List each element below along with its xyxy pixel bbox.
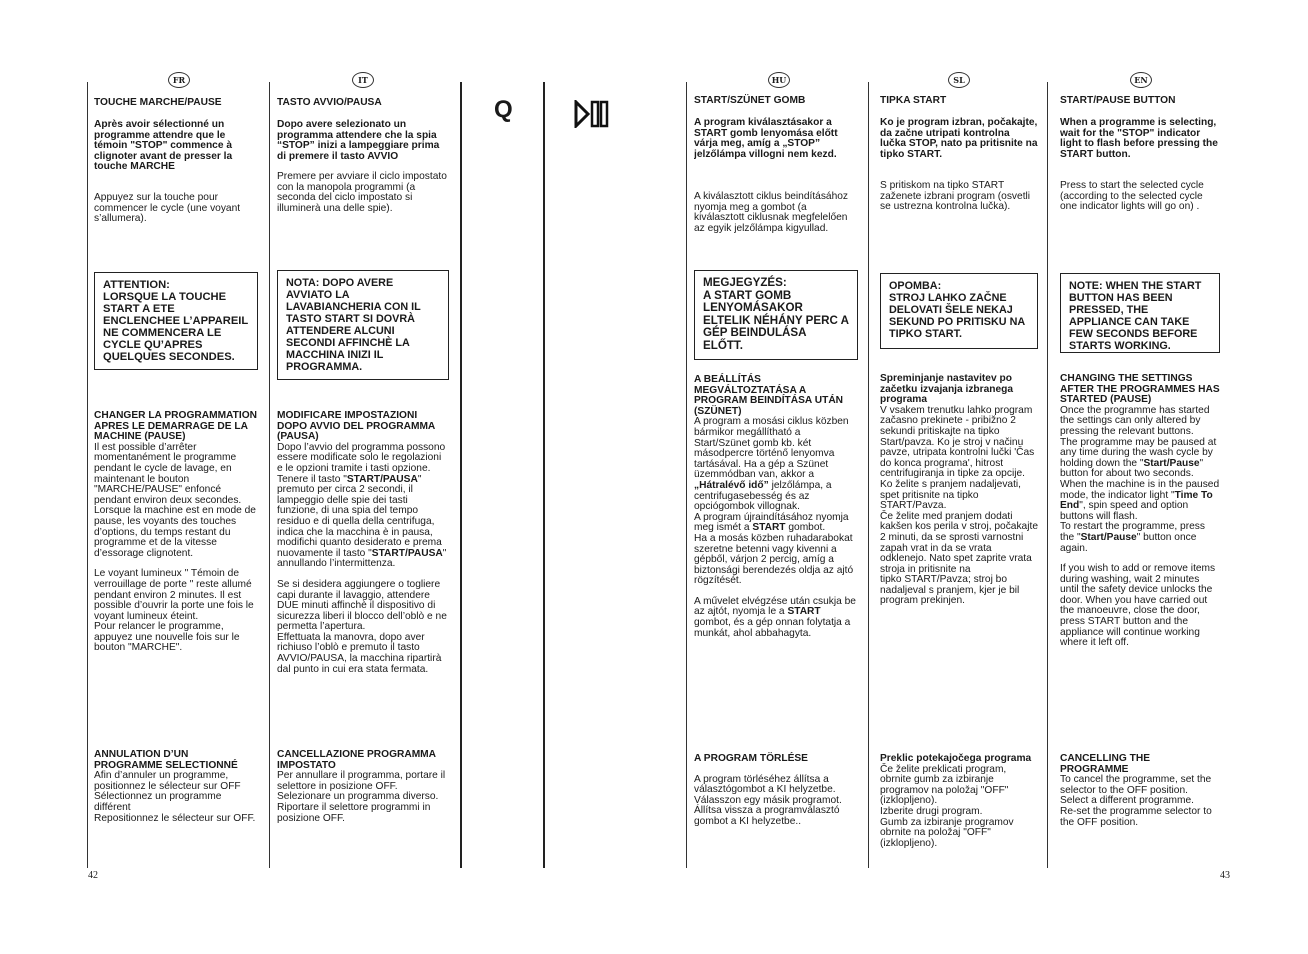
section-title: CHANGING THE SETTINGS AFTER THE PROGRAMMES HAS STARTED (PAUSE) <box>1060 373 1220 406</box>
section-text: Afin d’annuler un programme, positionnez le sélecteur sur OFF Sélectionnez un programme différent Repositionnez le sélecteur sur OFF. <box>94 770 256 824</box>
section-text: S pritiskom na tipko START zaženete izbrani program (osvetli se ustrezna kontrolna lučka). <box>880 180 1031 213</box>
column-divider <box>87 82 88 868</box>
note-box: NOTA: DOPO AVERE AVVIATO LA LAVABIANCHERIA CON IL TASTO START SI DOVRÀ ATTENDERE ALCUNI SECONDI AFFINCHÈ LA MACCHINA INIZI IL PROGRAMMA. <box>277 270 449 380</box>
column-divider <box>269 82 270 868</box>
section-title: START/PAUSE BUTTON <box>1060 95 1176 106</box>
page-number-left: 42 <box>88 870 98 881</box>
language-badge-it: IT <box>352 72 374 88</box>
section-text: Če želite preklicati program, obrnite gumb za izbiranje programov na položaj "OFF" (izklopljeno). Izberite drugi program. Gumb za izbiranje programov obrnite na položaj "OFF" (izklopljeno). <box>880 763 1014 849</box>
section-text: A kiválasztott ciklus beindításához nyomja meg a gombot (a kiválasztott ciklusnak megfelelően az egyik jelzőlámpa kigyullad. <box>694 191 849 234</box>
section-text: Il est possible d’arrêter momentanément le programme pendant le cycle de lavage, en maintenant le bouton "MARCHE/PAUSE" enfoncé pendant environ deux secondes. Lorsque la machine est en mode de pause, les voyants des touches d’options, du temps restant du programme et de la vitesse d’essorage clignotent. <box>94 441 256 559</box>
section-title: A PROGRAM TÖRLÉSE <box>694 753 808 764</box>
section-title: Preklic potekajočega programa <box>880 753 1032 764</box>
section-text: Press to start the selected cycle (according to the selected cycle one indicator lights will go on) . <box>1060 180 1204 213</box>
section-text: Once the programme has started the settings can only altered by pressing the relevant buttons. The programme may be paused at any time during the wash cycle by holding down the "Start/Pause" button for about two seconds. When the machine is in the paused mode, the indicator light "Time To End", spin speed and option buttons will flash. To restart the programme, press the "Start/Pause" button once again. <box>1060 404 1220 554</box>
note-box: MEGJEGYZÉS: A START GOMB LENYOMÁSAKOR ELTELIK NÉHÁNY PERC A GÉP BEINDULÁSA ELŐTT. <box>694 270 858 360</box>
language-badge-hu: HU <box>768 72 790 88</box>
note-box: OPOMBA: STROJ LAHKO ZAČNE DELOVATI ŠELE NEKAJ SEKUND PO PRITISKU NA TIPKO START. <box>880 273 1038 349</box>
section-text: Se si desidera aggiungere o togliere capi durante il lavaggio, attendere DUE minuti affinchè il dispositivo di sicurezza liberi il blocco dell’oblò e ne permetta l’apertura. Effettuata la manovra, dopo aver richiuso l’oblò e premuto il tasto AVVIO/PAUSA, la macchina ripartirà dal punto in cui era stata fermata. <box>277 578 447 675</box>
section-text: Dopo l’avvio del programma possono essere modificate solo le regolazioni e le opzioni tramite i tasti opzione. Tenere il tasto "START/PAUSA" premuto per circa 2 secondi, il lampeggio delle spie dei tasti funzione, di una spia del tempo residuo e di quella della centrifuga, indica che la macchina è in pausa, modifichi quanto desiderato e prema nuovamente il tasto "START/PAUSA" annullando l’intermittenza. <box>277 441 447 570</box>
section-intro: A program kiválasztásakor a START gomb lenyomása előtt várja meg, amíg a „STOP” jelzőlámpa villogni nem kezd. <box>694 117 838 160</box>
column-divider <box>868 82 869 868</box>
column-divider <box>460 82 462 868</box>
column-fr <box>94 72 258 864</box>
section-text: Le voyant lumineux " Témoin de verrouillage de porte " reste allumé pendant environ 2 minutes. Il est possible d’ouvrir la porte une fois le voyant lumineux éteint. Pour relancer le programme, appuyez une nouvelle fois sur le bouton "MARCHE". <box>94 568 254 654</box>
section-text: Appuyez sur la touche pour commencer le cycle (une voyant s’allumera). <box>94 192 241 225</box>
language-badge-en: EN <box>1130 72 1152 88</box>
section-intro: Après avoir sélectionné un programme attendre que le témoin "STOP" commence à clignoter avant de presser la touche MARCHE <box>94 119 233 173</box>
section-text: Premere per avviare il ciclo impostato con la manopola programmi (a seconda del ciclo impostato si illuminerà una delle spie). <box>277 171 447 214</box>
section-title: MODIFICARE IMPOSTAZIONI DOPO AVVIO DEL PROGRAMMA (PAUSA) <box>277 410 435 443</box>
column-divider <box>543 82 545 868</box>
section-title: TIPKA START <box>880 95 947 106</box>
section-intro: When a programme is selecting, wait for the "STOP" indicator light to flash before pressing the START button. <box>1060 117 1218 160</box>
section-intro: Dopo avere selezionato un programma attendere che la spia “STOP” inizi a lampeggiare prima di premere il tasto AVVIO <box>277 119 440 162</box>
section-text: If you wish to add or remove items during washing, wait 2 minutes until the safety device unlocks the door. When you have carried out the manoeuvre, close the door, press START button and the appliance will continue working where it left off. <box>1060 563 1216 649</box>
q-letter: Q <box>494 96 513 123</box>
section-text: A program a mosási ciklus közben bármikor megállítható a Start/Szünet gomb kb. két másodpercre történő lenyomva tartásával. Ha a gép a Szünet üzemmódban van, akkor a „Hátralévő idő” jelzőlámpa, a centrifugasebesség és az opciógombok villognak. A program újraindításához nyomja meg ismét a START gombot. Ha a mosás közben ruhadarabokat szeretne betenni vagy kivenni a gépből, várjon 2 percig, amíg a biztonsági berendezés oldja az ajtó rögzítését. <box>694 416 854 587</box>
section-title: CANCELLAZIONE PROGRAMMA IMPOSTATO <box>277 749 436 771</box>
section-text: Per annullare il programma, portare il selettore in posizione OFF. Selezionare un programma diverso. Riportare il selettore programmi in posizione OFF. <box>277 770 446 824</box>
section-title: TOUCHE MARCHE/PAUSE <box>94 97 222 108</box>
column-divider <box>1047 82 1048 868</box>
section-title: START/SZÜNET GOMB <box>694 95 806 106</box>
attention-box: ATTENTION: LORSQUE LA TOUCHE START A ETE ENCLENCHEE L’APPAREIL NE COMMENCERA LE CYCLE QU’APRES QUELQUES SECONDES. <box>94 272 258 370</box>
section-title: ANNULATION D’UN PROGRAMME SELECTIONNÉ <box>94 749 238 771</box>
language-badge-sl: SL <box>948 72 970 88</box>
column-divider <box>686 82 687 868</box>
section-title: TASTO AVVIO/PAUSA <box>277 97 382 108</box>
section-title: CANCELLING THE PROGRAMME <box>1060 753 1150 775</box>
column-it <box>277 72 449 864</box>
section-text: To cancel the programme, set the selector to the OFF position. Select a different programme. Re-set the programme selector to the OFF position. <box>1060 774 1212 828</box>
section-title: A BEÁLLÍTÁS MEGVÁLTOZTATÁSA A PROGRAM BEINDÍTÁSA UTÁN (SZÜNET) <box>694 374 844 417</box>
section-title: Spreminjanje nastavitev po začetku izvajanja izbranega programa <box>880 373 1014 406</box>
section-text: A művelet elvégzése után csukja be az ajtót, nyomja le a START gombot, és a gép onnan folytatja a munkát, ahol abbahagyta. <box>694 595 856 639</box>
section-intro: Ko je program izbran, počakajte, da začne utripati kontrolna lučka STOP, nato pa pritisnite na tipko START. <box>880 117 1038 160</box>
page-number-right: 43 <box>1220 870 1230 881</box>
column-sl <box>880 72 1038 864</box>
section-text: A program törléséhez állítsa a választógombot a KI helyzetbe. Válasszon egy másik programot. Állítsa vissza a programválasztó gombot a KI helyzetbe.. <box>694 773 842 827</box>
column-hu <box>694 72 858 864</box>
play-pause-icon <box>574 100 610 133</box>
section-text: V vsakem trenutku lahko program začasno prekinete - pribižno 2 sekundi pritiskajte na tipko Start/pavza. Ko je stroj v načinu pavze, utripata kontrolni lučki 'Čas do konca programa', hitrost centrifugiranja in tipke za opcije. Ko želite s pranjem nadaljevati, spet pritisnite na tipko START/Pavza. Če želite med pranjem dodati kakšen kos perila v stroj, počakajte 2 minuti, da se sprosti varnostni zapah vrat in da se vrata odklenejo. Nato spet zaprite vrata stroja in pritisnite na tipko START/Pavza; stroj bo nadaljeval s pranjem, kjer je bil program prekinjen. <box>880 404 1038 607</box>
column-en <box>1060 72 1220 864</box>
note-box: NOTE: WHEN THE START BUTTON HAS BEEN PRESSED, THE APPLIANCE CAN TAKE FEW SECONDS BEFORE STARTS WORKING. <box>1060 273 1220 353</box>
section-title: CHANGER LA PROGRAMMATION APRES LE DEMARRAGE DE LA MACHINE (PAUSE) <box>94 410 257 443</box>
language-badge-fr: FR <box>168 72 190 88</box>
